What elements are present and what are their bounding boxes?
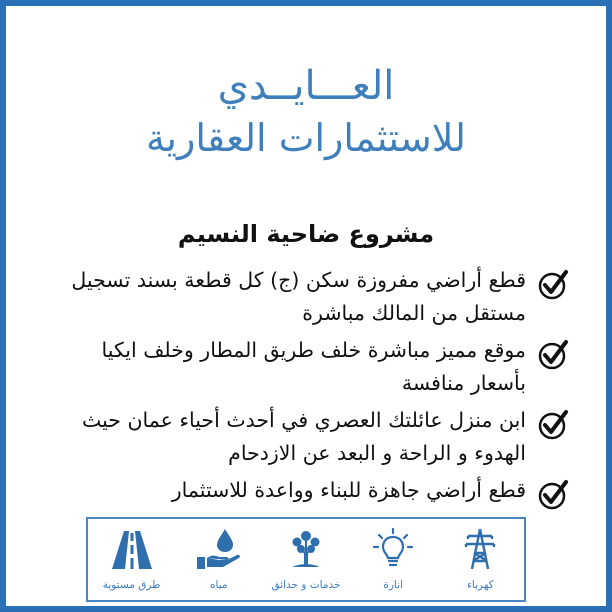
service-water xyxy=(178,527,260,591)
check-icon xyxy=(538,269,570,301)
service-label: طرق مستوية xyxy=(102,579,161,591)
service-roads xyxy=(91,527,173,591)
service-gardens xyxy=(265,527,347,591)
service-label: انارة xyxy=(383,579,403,591)
feature-text: قطع أراضي مفروزة سكن (ج) كل قطعة بسند تسجيل مستقل من المالك مباشرة xyxy=(71,268,526,325)
company-logo xyxy=(0,60,612,164)
service-electricity xyxy=(439,527,521,591)
check-icon xyxy=(538,409,570,441)
check-icon xyxy=(538,479,570,511)
tree-icon xyxy=(282,527,330,571)
project-title: مشروع ضاحية النسيم xyxy=(177,220,435,248)
list-item xyxy=(70,404,570,470)
feature-text: ابن منزل عائلتك العصري في أحدث أحياء عمان حيث الهدوء و الراحة و البعد عن الازدحام xyxy=(81,408,526,465)
service-label: خدمات و حدائق xyxy=(271,579,341,591)
services-panel xyxy=(86,517,526,602)
feature-text: قطع أراضي جاهزة للبناء وواعدة للاستثمار xyxy=(171,478,526,502)
logo-company-name: العـــايــدي xyxy=(217,63,395,109)
feature-text: موقع مميز مباشرة خلف طريق المطار وخلف ايكيا بأسعار منافسة xyxy=(101,338,526,395)
logo-company-tagline: للاستثمارات العقارية xyxy=(146,116,466,160)
feature-list xyxy=(70,264,570,511)
list-item xyxy=(70,334,570,400)
service-label: كهرباء xyxy=(466,579,494,591)
power-tower-icon xyxy=(456,527,504,571)
service-label: مياه xyxy=(210,579,228,591)
list-item xyxy=(70,264,570,330)
water-hand-icon xyxy=(195,527,243,571)
check-icon xyxy=(538,339,570,371)
road-icon xyxy=(108,527,156,571)
service-lighting xyxy=(352,527,434,591)
light-bulb-icon xyxy=(369,527,417,571)
list-item xyxy=(70,474,570,507)
